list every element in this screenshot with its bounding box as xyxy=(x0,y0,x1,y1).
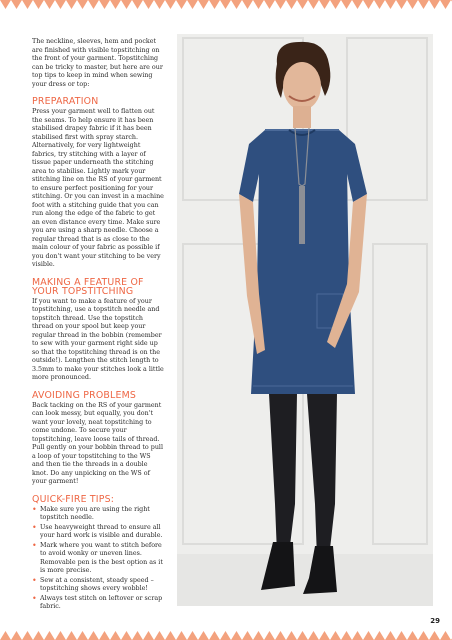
tip-text: Mark where you want to stitch before to avoid wonky or uneven lines. Removable pen is the best option as it is more precise. xyxy=(40,541,163,574)
section-body-preparation: Press your garment well to flatten out the seams. To help ensure it has been stabilised drapey fabric if it has been stabilised first with spray starch. Alternatively, for very lightweight fabrics, try stitching with a layer of tissue paper underneath the stitching area to stabilise. Lightly mark your stitching line on the RS of your garment to ensure perfect positioning for your stitching. Or you can invest in a machine foot with a stitching guide that you can run along the edge of the fabric to get an even distance every time. Make sure you are using a sharp needle. Choose a regular thread that is as close to the main colour of your fabric as possible if you don't want your stitching to be very visible. xyxy=(32,108,164,268)
tip-text: Always test stitch on leftover or scrap fabric. xyxy=(40,594,163,610)
bullet-icon: • xyxy=(32,593,37,603)
list-item xyxy=(32,524,164,541)
tip-text: Use heavyweight thread to ensure all your hard work is visible and durable. xyxy=(40,523,163,539)
section-heading-preparation: PREPARATION xyxy=(32,96,99,107)
bullet-icon: • xyxy=(32,540,37,550)
bullet-icon: • xyxy=(32,575,37,585)
list-item xyxy=(32,595,164,612)
model-illustration xyxy=(177,34,433,606)
list-item xyxy=(32,577,164,594)
section-heading-feature-topstitching: MAKING A FEATURE OF YOUR TOPSTITCHING xyxy=(32,276,144,297)
intro-paragraph: The neckline, sleeves, hem and pocket are finished with visible topstitching on the front of your garment. Topstitching can be tricky to master, but here are our top tips to keep in mind when sewing your dress or top: xyxy=(32,38,163,88)
section-heading-quickfire-tips: QUICK-FIRE TIPS: xyxy=(32,493,115,505)
section-body-feature-topstitching: If you want to make a feature of your topstitching, use a topstitch needle and topstitch thread. Use the topstitch thread on your spool but keep your regular thread in the bobbin (remember to sew with your garment right side up so that the topstitching thread is on the outside!). Lengthen the stitch length to 3.5mm to make your stitches look a little more pronounced. xyxy=(32,297,164,381)
tip-text: Sew at a consistent, steady speed – topstitching shows every wobble! xyxy=(40,576,154,592)
bullet-icon: • xyxy=(32,522,37,532)
tip-text: Make sure you are using the right topstitch needle. xyxy=(40,505,150,521)
section-body-avoiding-problems: Back tacking on the RS of your garment can look messy, but equally, you don't want your lovely, neat topstitching to come undone. To secure your topstitching, leave loose tails of thread. Pull gently on your bobbin thread to pull a loop of your topstitching to the WS and then tie the threads in a double knot. Do any unpicking on the WS of your garment! xyxy=(32,401,163,485)
list-item xyxy=(32,506,164,523)
top-zigzag-border xyxy=(0,0,452,12)
zigzag-shape xyxy=(0,0,452,9)
bullet-icon: • xyxy=(32,504,37,514)
page-number: 29 xyxy=(430,617,440,625)
list-item xyxy=(32,542,164,576)
article-text-column xyxy=(32,38,164,613)
quickfire-tips-list xyxy=(32,506,164,612)
bottom-zigzag-border xyxy=(0,628,452,640)
model-photo xyxy=(177,34,433,606)
zigzag-shape xyxy=(0,631,452,640)
section-heading-avoiding-problems: AVOIDING PROBLEMS xyxy=(32,389,137,401)
